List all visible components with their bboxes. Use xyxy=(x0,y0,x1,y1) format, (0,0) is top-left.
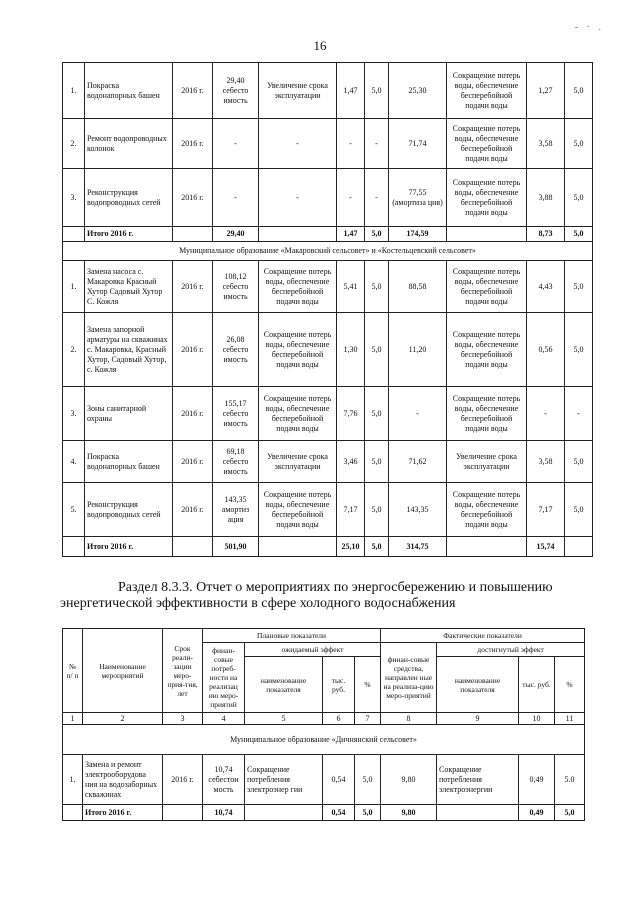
total-label: Итого 2016 г. xyxy=(85,537,173,557)
row-number: 2. xyxy=(63,119,85,169)
row-number: 3. xyxy=(63,169,85,227)
achieved-pct: 5,0 xyxy=(565,441,593,483)
total-pct2: 5,0 xyxy=(555,805,585,821)
column-number: 4 xyxy=(203,713,245,725)
expected-effect: Сокращение потерь воды, обеспечение бесперебойной подачи воды xyxy=(259,313,337,387)
total-fin: 174,59 xyxy=(389,227,447,242)
achieved-tys: 3,58 xyxy=(527,441,565,483)
planned-cost: 155,17 себесто имость xyxy=(213,387,259,441)
measure-name: Реконструкция водопроводных сетей xyxy=(85,483,173,537)
total-label: Итого 2016 г. xyxy=(85,227,173,242)
implementation-term: 2016 г. xyxy=(173,169,213,227)
table-row xyxy=(63,483,593,537)
total-pct: 5,0 xyxy=(365,227,389,242)
header-term: Срок реали-зации меро-прия-тия, лет xyxy=(163,629,203,713)
column-number: 5 xyxy=(245,713,323,725)
column-number: 11 xyxy=(555,713,585,725)
column-number: 7 xyxy=(355,713,381,725)
municipality-row xyxy=(63,242,593,261)
row-number: 5. xyxy=(63,483,85,537)
total-tys: 1,47 xyxy=(337,227,365,242)
achieved-effect: Сокращение потерь воды, обеспечение бесперебойной подачи воды xyxy=(447,169,527,227)
table-row xyxy=(63,119,593,169)
planned-cost: 26,08 себесто имость xyxy=(213,313,259,387)
expected-effect: - xyxy=(259,169,337,227)
achieved-pct: 5,0 xyxy=(565,169,593,227)
actual-funds: - xyxy=(389,387,447,441)
energy-efficiency-report-table xyxy=(62,628,585,821)
implementation-term: 2016 г. xyxy=(173,119,213,169)
achieved-tys: 0,56 xyxy=(527,313,565,387)
page-number: 16 xyxy=(313,38,327,53)
row-number: 1. xyxy=(63,261,85,313)
expected-effect: Сокращение потребления электроэнер гии xyxy=(245,755,323,805)
table-row xyxy=(63,63,593,119)
total-tys2: 15,74 xyxy=(527,537,565,557)
expected-tys: 5,41 xyxy=(337,261,365,313)
header-indicator: наименование показателя xyxy=(437,657,519,713)
total-pct: 5,0 xyxy=(365,537,389,557)
municipality-name: Муниципальное образование «Макаровский сельсовет» и «Костельцевский сельсовет» xyxy=(63,242,593,261)
row-number: 2. xyxy=(63,313,85,387)
header-row xyxy=(63,629,585,643)
table-row xyxy=(63,261,593,313)
column-number: 9 xyxy=(437,713,519,725)
total-tys: 0,54 xyxy=(323,805,355,821)
expected-pct: - xyxy=(365,119,389,169)
measure-name: Замена насоса с. Макаровка Красный Хутор Садовый Хутор С. Кожля xyxy=(85,261,173,313)
total-fin: 314,75 xyxy=(389,537,447,557)
measure-name: Замена и ремонт электрооборудова ния на водозаборных скважинах xyxy=(83,755,163,805)
measure-name: Покраска водонапорных башен xyxy=(85,63,173,119)
expected-tys: - xyxy=(337,119,365,169)
expected-tys: 3,46 xyxy=(337,441,365,483)
expected-tys: 1,47 xyxy=(337,63,365,119)
header-fin-actual: финан-совые средства, направлен ные на реализа-цию меро-приятий xyxy=(381,643,437,713)
municipality-row xyxy=(63,725,585,755)
achieved-effect: Увеличение срока эксплуатации xyxy=(447,441,527,483)
implementation-term: 2016 г. xyxy=(173,483,213,537)
table-row xyxy=(63,387,593,441)
header-indicator: наименование показателя xyxy=(245,657,323,713)
measure-name: Зоны санитарной охраны xyxy=(85,387,173,441)
total-row xyxy=(63,227,593,242)
expected-pct: 5,0 xyxy=(365,261,389,313)
actual-funds: 77,55 (амортиза ция) xyxy=(389,169,447,227)
planned-cost: - xyxy=(213,119,259,169)
expected-tys: 0,54 xyxy=(323,755,355,805)
achieved-pct: 5,0 xyxy=(565,261,593,313)
expected-pct: 5,0 xyxy=(365,63,389,119)
total-pct: 5,0 xyxy=(355,805,381,821)
total-label: Итого 2016 г. xyxy=(83,805,163,821)
total-cost: 29,40 xyxy=(213,227,259,242)
implementation-term: 2016 г. xyxy=(173,313,213,387)
implementation-term: 2016 г. xyxy=(173,261,213,313)
expected-effect: Сокращение потерь воды, обеспечение бесперебойной подачи воды xyxy=(259,261,337,313)
actual-funds: 71,62 xyxy=(389,441,447,483)
header-tys: тыс. руб. xyxy=(323,657,355,713)
expected-pct: 5,0 xyxy=(365,387,389,441)
achieved-tys: 1,27 xyxy=(527,63,565,119)
achieved-tys: - xyxy=(527,387,565,441)
row-number: 3. xyxy=(63,387,85,441)
header-achieved-effect: достигнутый эффект xyxy=(437,643,585,657)
measure-name: Реконструкция водопроводных сетей xyxy=(85,169,173,227)
total-cost: 10,74 xyxy=(203,805,245,821)
corner-scan-mark: - · . xyxy=(574,22,604,33)
planned-cost: 69,18 себесто имость xyxy=(213,441,259,483)
actual-funds: 25,30 xyxy=(389,63,447,119)
expected-effect: Сокращение потерь воды, обеспечение бесперебойной подачи воды xyxy=(259,387,337,441)
header-fin-plan: финан-совые потреб-ности на реализац ию меро-приятий xyxy=(203,643,245,713)
expected-effect: Увеличение срока эксплуатации xyxy=(259,441,337,483)
expected-pct: 5,0 xyxy=(355,755,381,805)
measure-name: Замена запорной арматуры на скважинах с. Макаровка, Красный Хутор, Садовый Хутор, с. Кожля xyxy=(85,313,173,387)
actual-funds: 71,74 xyxy=(389,119,447,169)
total-pct2 xyxy=(565,537,593,557)
achieved-pct: 5,0 xyxy=(565,63,593,119)
achieved-pct: 5,0 xyxy=(565,483,593,537)
column-number: 10 xyxy=(519,713,555,725)
column-number: 6 xyxy=(323,713,355,725)
header-pct: % xyxy=(555,657,585,713)
measure-name: Ремонт водопроводных колонок xyxy=(85,119,173,169)
expected-pct: - xyxy=(365,169,389,227)
column-number-row xyxy=(63,713,585,725)
expected-tys: 7,17 xyxy=(337,483,365,537)
planned-cost: 29,40 себесто имость xyxy=(213,63,259,119)
total-row xyxy=(63,805,585,821)
section-title xyxy=(60,580,600,612)
total-tys: 25,10 xyxy=(337,537,365,557)
planned-cost: 108,12 себесто имость xyxy=(213,261,259,313)
municipality-name: Муниципальное образование «Дичнянский сельсовет» xyxy=(63,725,585,755)
header-expected-effect: ожидаемый эффект xyxy=(245,643,381,657)
header-actual: Фактические показатели xyxy=(381,629,585,643)
expected-pct: 5,0 xyxy=(365,483,389,537)
measure-name: Покраска водонапорных башен xyxy=(85,441,173,483)
achieved-tys: 4,43 xyxy=(527,261,565,313)
row-number: 1. xyxy=(63,755,83,805)
total-row xyxy=(63,537,593,557)
achieved-effect: Сокращение потерь воды, обеспечение бесперебойной подачи воды xyxy=(447,387,527,441)
actual-funds: 88,58 xyxy=(389,261,447,313)
header-name: Наименование мероприятий xyxy=(83,629,163,713)
total-fin: 9,80 xyxy=(381,805,437,821)
implementation-term: 2016 г. xyxy=(163,755,203,805)
table-row xyxy=(63,441,593,483)
achieved-effect: Сокращение потерь воды, обеспечение бесперебойной подачи воды xyxy=(447,483,527,537)
expected-tys: - xyxy=(337,169,365,227)
header-number: № п/ п xyxy=(63,629,83,713)
actual-funds: 9,80 xyxy=(381,755,437,805)
header-planned: Плановые показатели xyxy=(203,629,381,643)
achieved-pct: 5.0 xyxy=(555,755,585,805)
implementation-term: 2016 г. xyxy=(173,387,213,441)
row-number: 4. xyxy=(63,441,85,483)
total-tys2: 0,49 xyxy=(519,805,555,821)
achieved-effect: Сокращение потерь воды, обеспечение бесперебойной подачи воды xyxy=(447,313,527,387)
expected-effect: Сокращение потерь воды, обеспечение бесперебойной подачи воды xyxy=(259,483,337,537)
actual-funds: 11,20 xyxy=(389,313,447,387)
expected-pct: 5,0 xyxy=(365,313,389,387)
achieved-effect: Сокращение потребления электроэнергии xyxy=(437,755,519,805)
implementation-term: 2016 г. xyxy=(173,441,213,483)
water-supply-report-table xyxy=(62,62,593,557)
table-row xyxy=(63,313,593,387)
achieved-tys: 7,17 xyxy=(527,483,565,537)
total-tys2: 8,73 xyxy=(527,227,565,242)
achieved-pct: 5,0 xyxy=(565,119,593,169)
total-cost: 501,90 xyxy=(213,537,259,557)
expected-tys: 7,76 xyxy=(337,387,365,441)
actual-funds: 143,35 xyxy=(389,483,447,537)
table-row xyxy=(63,169,593,227)
planned-cost: 143,35 амортиз ация xyxy=(213,483,259,537)
header-pct: % xyxy=(355,657,381,713)
planned-cost: 10,74 себестои мость xyxy=(203,755,245,805)
achieved-tys: 3,58 xyxy=(527,119,565,169)
achieved-tys: 3,88 xyxy=(527,169,565,227)
section-title-line2: энергетической эффективности в сфере холодного водоснабжения xyxy=(60,596,456,611)
achieved-tys: 0,49 xyxy=(519,755,555,805)
column-number: 8 xyxy=(381,713,437,725)
implementation-term: 2016 г. xyxy=(173,63,213,119)
achieved-effect: Сокращение потерь воды, обеспечение бесперебойной подачи воды xyxy=(447,119,527,169)
planned-cost: - xyxy=(213,169,259,227)
total-pct2: 5,0 xyxy=(565,227,593,242)
column-number: 2 xyxy=(83,713,163,725)
expected-effect: Увеличение срока эксплуатации xyxy=(259,63,337,119)
expected-pct: 5,0 xyxy=(365,441,389,483)
table-row xyxy=(63,755,585,805)
column-number: 1 xyxy=(63,713,83,725)
achieved-pct: 5,0 xyxy=(565,313,593,387)
column-number: 3 xyxy=(163,713,203,725)
achieved-effect: Сокращение потерь воды, обеспечение бесперебойной подачи воды xyxy=(447,63,527,119)
header-tys: тыс. руб. xyxy=(519,657,555,713)
section-title-line1: Раздел 8.3.3. Отчет о мероприятиях по энергосбережению и повышению xyxy=(118,580,553,595)
row-number: 1. xyxy=(63,63,85,119)
expected-tys: 1,30 xyxy=(337,313,365,387)
achieved-effect: Сокращение потерь воды, обеспечение бесперебойной подачи воды xyxy=(447,261,527,313)
achieved-pct: - xyxy=(565,387,593,441)
expected-effect: - xyxy=(259,119,337,169)
